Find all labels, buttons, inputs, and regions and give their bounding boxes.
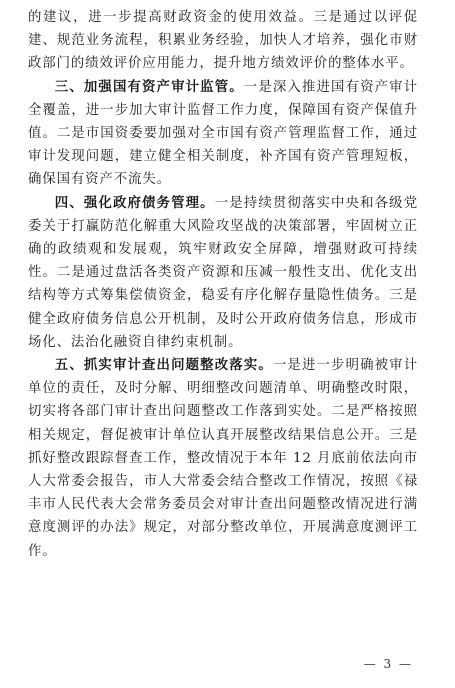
paragraph-audit-rectification xyxy=(28,354,418,563)
section-heading: 三、加强国有资产审计监管。 xyxy=(54,79,244,95)
document-page xyxy=(28,6,418,563)
section-heading: 五、抓实审计查出问题整改落实。 xyxy=(54,358,273,374)
paragraph-body: 的建议，进一步提高财政资金的使用效益。三是通过以评促建、规范业务流程，积累业务经验，加快人才培养，强化市财政部门的绩效评价应用能力，提升地方绩效评价的整体水平。 xyxy=(28,10,418,72)
paragraph-body: 一是进一步明确被审计单位的责任，及时分解、明细整改问题清单、明确整改时限，切实将各部门审计查出问题整改工作落到实处。二是严格按照相关规定，督促被审计单位认真开展整改结果信息公开。三是抓好整改跟踪督查工作，整改情况于本年 12 月底前依法向市人大常委会报告，市人大常委会结合整改工作情况，按照《禄丰市人民代表大会常务委员会对审计查出问题整改情况进行满意度测评的办法》规定，对部分整改单位，开展满意度测评工作。 xyxy=(28,358,419,559)
paragraph-government-debt xyxy=(28,192,418,354)
section-heading: 四、强化政府债务管理。 xyxy=(54,195,215,211)
paragraph-continuation xyxy=(28,6,418,76)
page-number: — 3 — xyxy=(363,657,413,671)
paragraph-body: 一是深入推进国有资产审计全覆盖，进一步加大审计监督工作力度，保障国有资产保值升值。二是市国资委要加强对全市国有资产管理监督工作，通过审计发现问题，建立健全相关制度，补齐国有资产管理短板，确保国有资产不流失。 xyxy=(28,79,418,188)
paragraph-body: 一是持续贯彻落实中央和各级党委关于打赢防范化解重大风险攻坚战的决策部署，牢固树立正确的政绩观和发展观，筑牢财政安全屏障，增强财政可持续性。二是通过盘活各类资产资源和压减一般性支出、优化支出结构等方式筹集偿债资金，稳妥有序化解存量隐性债务。三是健全政府债务信息公开机制，及时公开政府债务信息，形成市场化、法治化融资自律约束机制。 xyxy=(28,195,418,350)
paragraph-state-assets-audit xyxy=(28,76,418,192)
